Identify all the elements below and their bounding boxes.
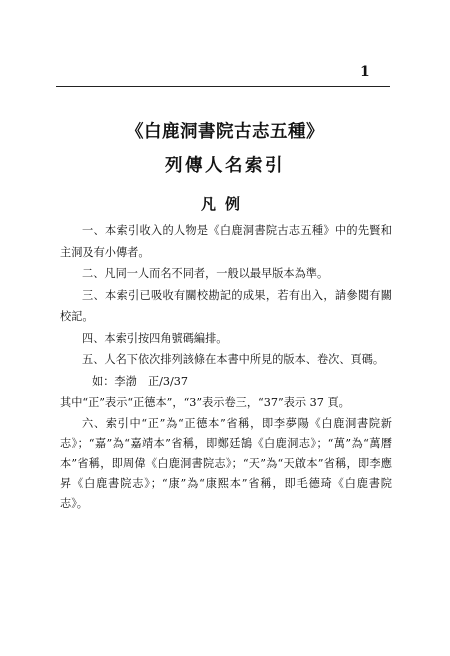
section-heading: 凡例 (200, 195, 249, 213)
rule-item: 四、本索引按四角號碼編排。 (82, 331, 228, 345)
page-title: 《白鹿洞書院古志五種》 (126, 122, 324, 142)
page-subtitle: 列傳人名索引 (165, 156, 285, 176)
rule-item: 二、凡同一人而名不同者，一般以最早版本為準。 (82, 267, 329, 280)
rule-item: 三、本索引已吸收有關校勘記的成果，若有出入，請參閱有關校記。 (60, 288, 392, 323)
page-number: 1 (360, 64, 370, 80)
header-rule (56, 86, 390, 87)
rule-item: 五、人名下依次排列該條在本書中所見的版本、卷次、頁碼。 (82, 353, 385, 366)
rules-body (60, 220, 392, 514)
rule-item: 六、索引中“正”為“正德本”省稱，即李夢陽《白鹿洞書院新志》；“嘉”為“嘉靖本”省稱，即鄭廷鵠《白鹿洞志》；“萬”為“萬曆本”省稱，即周偉《白鹿洞書院志》；“天”為“天啟本”省稱，即李應昇《白鹿書院志》；“康”為“康熙本”省稱，即毛德琦《白鹿書院志》。 (60, 416, 392, 510)
title-block (0, 118, 450, 177)
rule-item: 一、本索引收入的人物是《白鹿洞書院古志五種》中的先賢和主洞及有小傳者。 (60, 224, 392, 259)
example-line: 如：李渤 正/3/37 (92, 374, 189, 388)
example-note: 其中“正”表示“正德本”，“3”表示卷三，“37”表示 37 頁。 (60, 396, 350, 409)
